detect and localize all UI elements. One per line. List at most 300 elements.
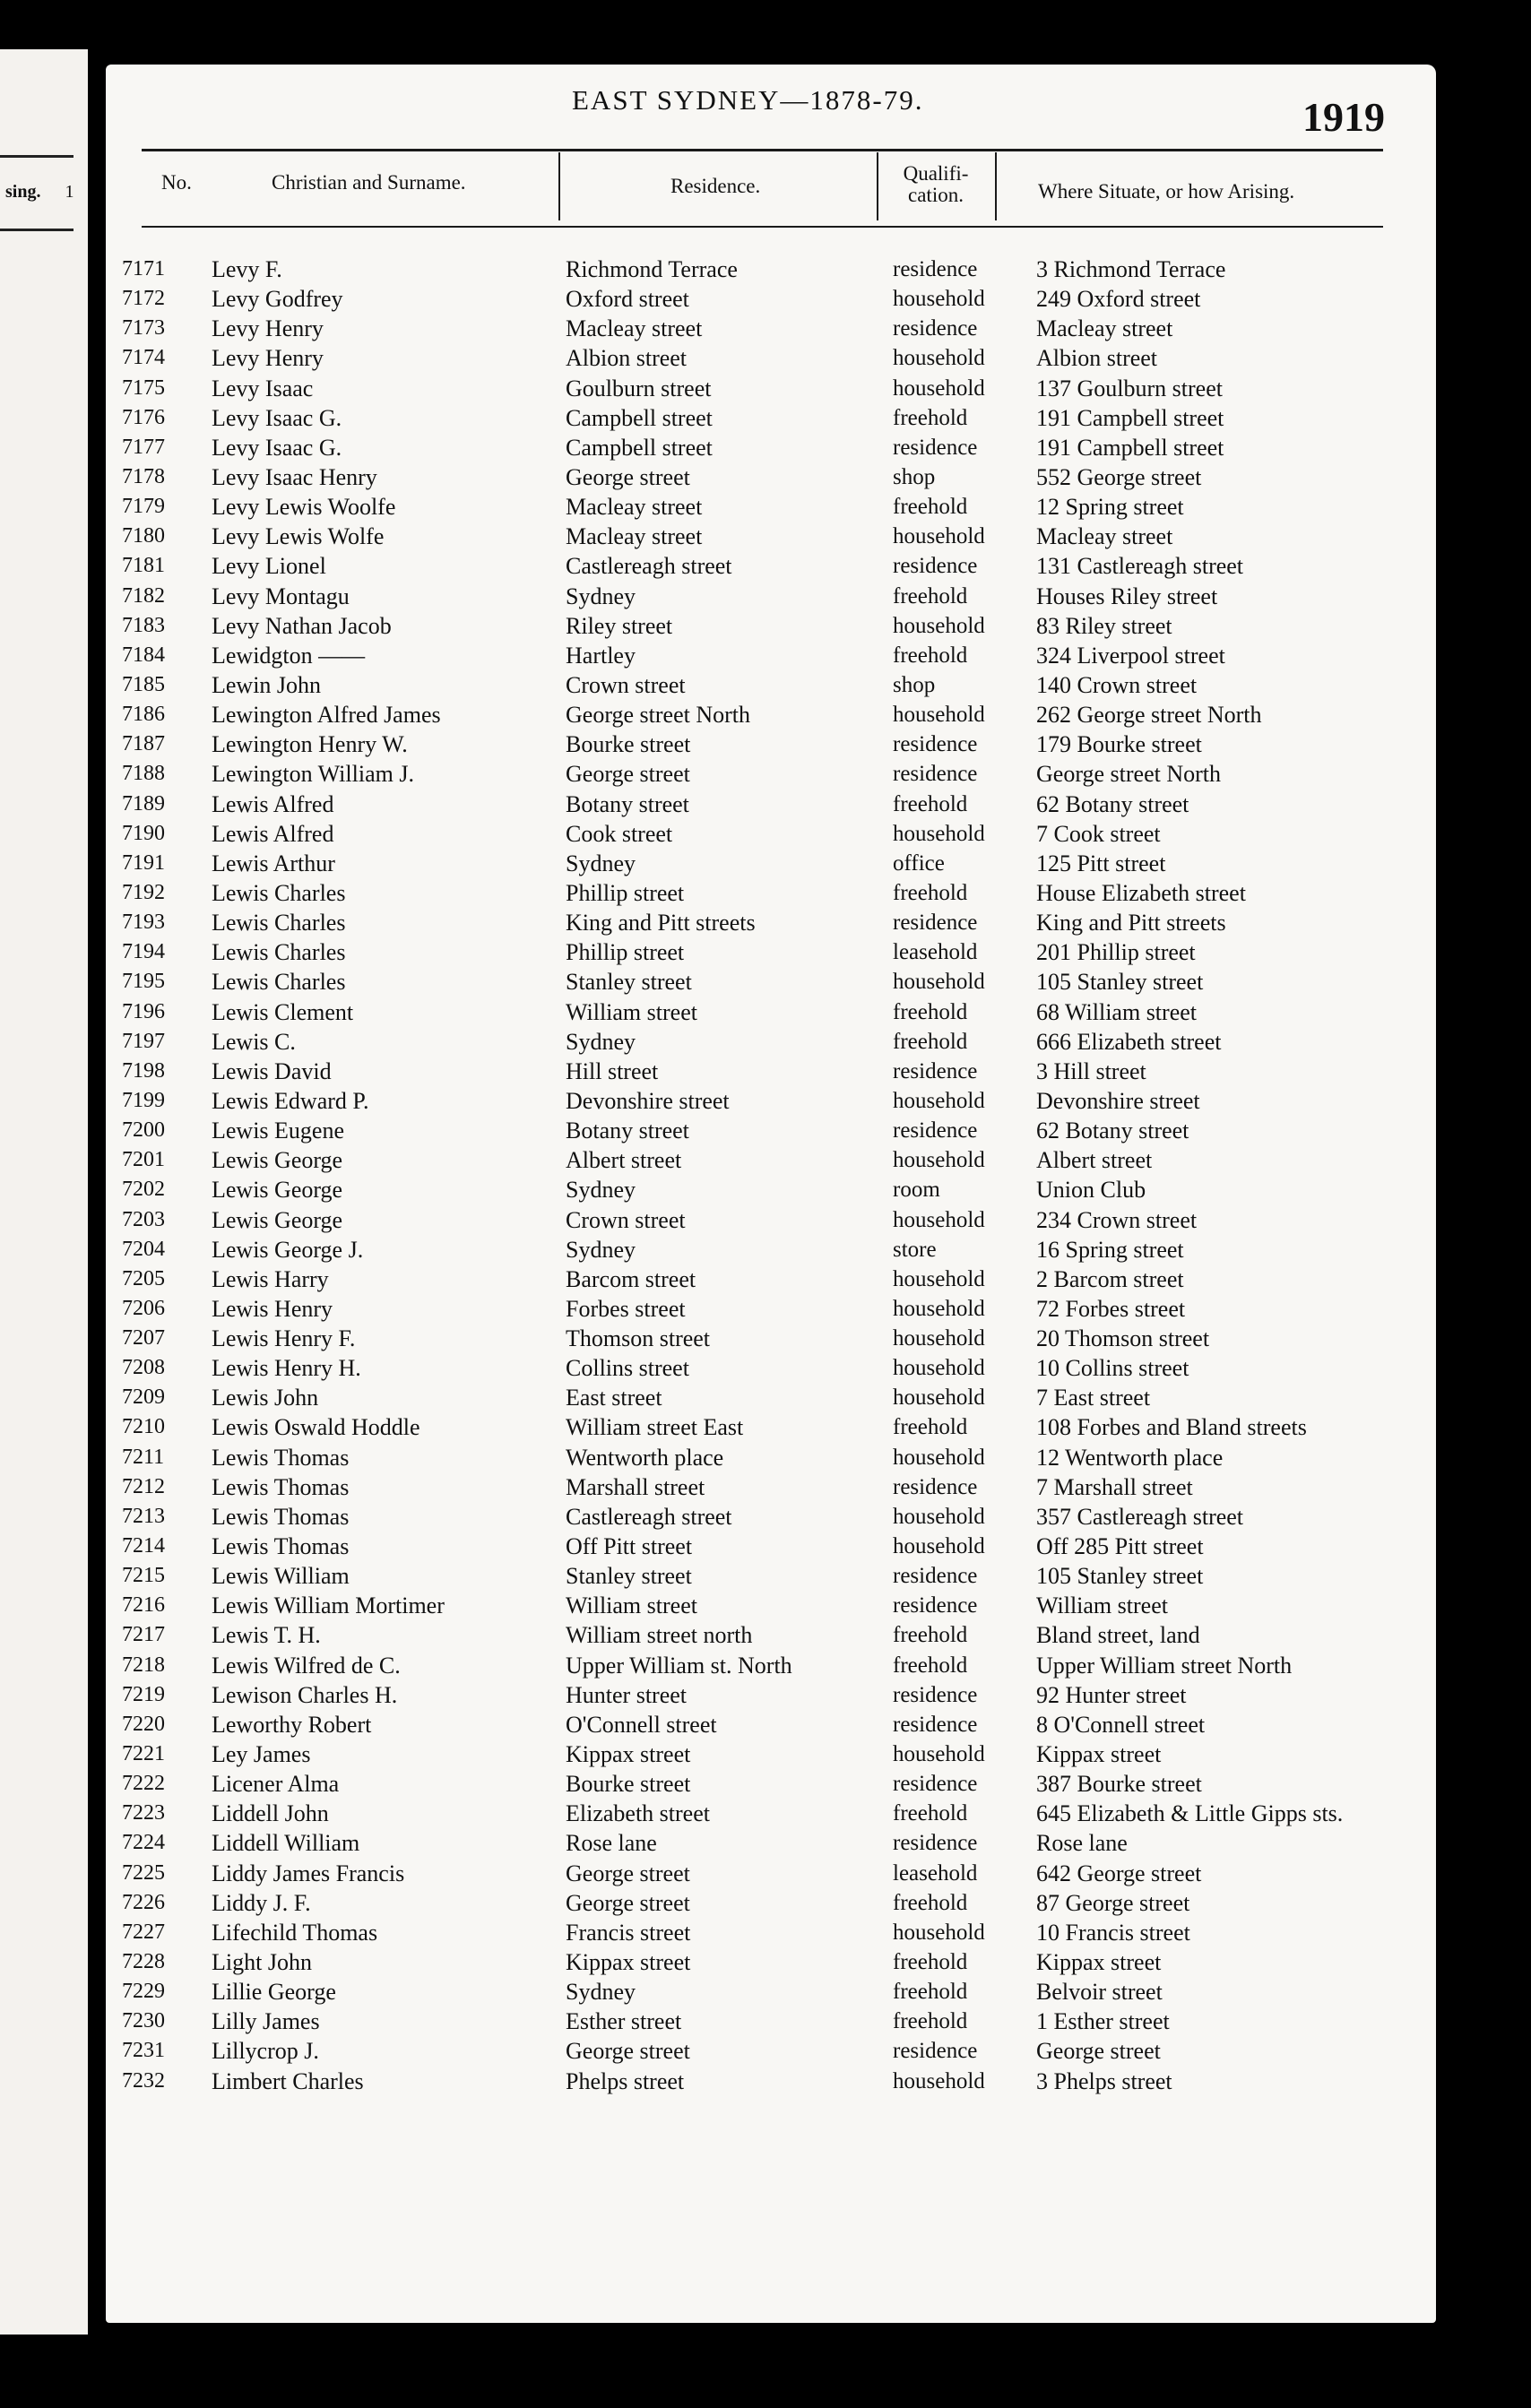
residence: Kippax street <box>566 1949 691 1976</box>
qualification: household <box>893 1385 985 1411</box>
where-situate: 262 George street North <box>1036 702 1262 729</box>
table-row <box>122 1324 1413 1353</box>
elector-name: Ley James <box>212 1741 311 1768</box>
residence: George street <box>566 463 690 490</box>
table-row <box>122 374 1413 403</box>
residence: Sydney <box>566 1979 636 2006</box>
row-number: 7179 <box>122 495 165 519</box>
table-row <box>122 343 1413 373</box>
row-number: 7214 <box>122 1534 165 1558</box>
left-page-rule-top <box>0 155 74 158</box>
elector-name: Lewis Charles <box>212 969 346 996</box>
qualification: household <box>893 1504 985 1529</box>
header-rule-bottom <box>142 226 1383 228</box>
table-row <box>122 522 1413 551</box>
where-situate: Off 285 Pitt street <box>1036 1533 1204 1560</box>
elector-name: Lewis George <box>212 1206 343 1233</box>
qualification: freehold <box>893 1890 968 1915</box>
table-row <box>122 1739 1413 1769</box>
row-number: 7204 <box>122 1237 165 1261</box>
row-number: 7198 <box>122 1058 165 1083</box>
row-number: 7191 <box>122 850 165 875</box>
table-row <box>122 1057 1413 1086</box>
where-situate: 552 George street <box>1036 463 1202 490</box>
row-number: 7218 <box>122 1653 165 1677</box>
table-row <box>122 1175 1413 1204</box>
row-number: 7190 <box>122 821 165 845</box>
column-header-where: Where Situate, or how Arising. <box>1038 180 1295 203</box>
elector-name: Lewis Oswald Hoddle <box>212 1414 420 1441</box>
qualification: residence <box>893 1058 978 1083</box>
residence: Rose lane <box>566 1830 657 1857</box>
where-situate: 234 Crown street <box>1036 1206 1198 1233</box>
residence: Crown street <box>566 671 686 698</box>
residence: Richmond Terrace <box>566 256 738 282</box>
row-number: 7173 <box>122 316 165 341</box>
where-situate: 10 Francis street <box>1036 1919 1190 1946</box>
qualification: household <box>893 970 985 995</box>
elector-name: Lewison Charles H. <box>212 1681 398 1708</box>
residence: George street <box>566 2038 690 2065</box>
qualification: freehold <box>893 791 968 816</box>
elector-name: Liddell William <box>212 1830 360 1857</box>
row-number: 7188 <box>122 762 165 786</box>
residence: Sydney <box>566 1236 636 1263</box>
table-row <box>122 1235 1413 1264</box>
where-situate: 3 Richmond Terrace <box>1036 256 1226 282</box>
residence: Hunter street <box>566 1681 688 1708</box>
row-number: 7197 <box>122 1029 165 1053</box>
elector-name: Lewis William <box>212 1563 350 1590</box>
elector-name: Levy Isaac <box>212 375 314 401</box>
qualification: residence <box>893 762 978 787</box>
qualification: household <box>893 1148 985 1173</box>
table-row <box>122 551 1413 581</box>
residence: Botany street <box>566 790 689 817</box>
where-situate: Union Club <box>1036 1177 1146 1204</box>
where-situate: William street <box>1036 1592 1168 1619</box>
where-situate: 324 Liverpool street <box>1036 642 1225 669</box>
elector-name: Liddy J. F. <box>212 1889 311 1916</box>
where-situate: 68 William street <box>1036 998 1197 1025</box>
where-situate: 10 Collins street <box>1036 1355 1189 1382</box>
residence: Stanley street <box>566 969 692 996</box>
table-row <box>122 790 1413 819</box>
elector-name: Lewis Alfred <box>212 790 334 817</box>
table-row <box>122 314 1413 343</box>
residence: Cook street <box>566 820 673 847</box>
row-number: 7219 <box>122 1682 165 1706</box>
elector-name: Levy Nathan Jacob <box>212 612 392 639</box>
left-page-fragment-digit: 1 <box>65 182 74 202</box>
table-row <box>122 700 1413 729</box>
where-situate: 16 Spring street <box>1036 1236 1184 1263</box>
qualification: household <box>893 703 985 728</box>
row-number: 7207 <box>122 1326 165 1351</box>
table-row <box>122 967 1413 997</box>
elector-name: Lilly James <box>212 2008 320 2035</box>
row-number: 7192 <box>122 880 165 904</box>
row-number: 7227 <box>122 1920 165 1944</box>
table-row <box>122 403 1413 433</box>
where-situate: 666 Elizabeth street <box>1036 1028 1222 1055</box>
where-situate: Devonshire street <box>1036 1087 1200 1114</box>
table-row <box>122 1680 1413 1710</box>
residence: Sydney <box>566 850 636 876</box>
column-header-residence: Residence. <box>670 175 761 197</box>
elector-name: Leworthy Robert <box>212 1711 372 1738</box>
qualification: shop <box>893 464 936 489</box>
row-number: 7180 <box>122 524 165 548</box>
qualification: household <box>893 1296 985 1321</box>
table-row <box>122 1443 1413 1472</box>
row-number: 7223 <box>122 1801 165 1825</box>
qualification: residence <box>893 554 978 579</box>
row-number: 7200 <box>122 1118 165 1143</box>
where-situate: Houses Riley street <box>1036 583 1218 609</box>
where-situate: 92 Hunter street <box>1036 1681 1187 1708</box>
table-row <box>122 1353 1413 1383</box>
where-situate: 249 Oxford street <box>1036 286 1201 313</box>
elector-name: Liddy James Francis <box>212 1860 405 1886</box>
page-title: EAST SYDNEY—1878-79. <box>572 84 924 116</box>
elector-name: Lewis Alfred <box>212 820 334 847</box>
table-row <box>122 1918 1413 1947</box>
residence: Botany street <box>566 1118 689 1144</box>
header-rule-top <box>142 149 1383 151</box>
table-row <box>122 1591 1413 1620</box>
row-number: 7209 <box>122 1385 165 1410</box>
table-row <box>122 819 1413 849</box>
qualification: freehold <box>893 1950 968 1975</box>
residence: Albert street <box>566 1147 682 1174</box>
table-row <box>122 670 1413 700</box>
where-situate: 87 George street <box>1036 1889 1190 1916</box>
table-row <box>122 1799 1413 1828</box>
elector-name: Lewis Thomas <box>212 1444 350 1471</box>
row-number: 7205 <box>122 1266 165 1290</box>
qualification: household <box>893 1207 985 1232</box>
where-situate: Rose lane <box>1036 1830 1128 1857</box>
qualification: residence <box>893 1831 978 1856</box>
qualification: store <box>893 1237 937 1262</box>
where-situate: House Elizabeth street <box>1036 879 1246 906</box>
where-situate: 137 Goulburn street <box>1036 375 1223 401</box>
table-row <box>122 1769 1413 1799</box>
qualification: household <box>893 1088 985 1113</box>
qualification: freehold <box>893 1653 968 1678</box>
register-page <box>106 65 1436 2323</box>
residence: Sydney <box>566 1028 636 1055</box>
where-situate: 125 Pitt street <box>1036 850 1166 876</box>
table-row <box>122 849 1413 878</box>
qualification: residence <box>893 257 978 281</box>
elector-name: Lewis Henry <box>212 1295 333 1322</box>
elector-name: Levy Montagu <box>212 583 350 609</box>
residence: Bourke street <box>566 731 691 758</box>
where-situate: 20 Thomson street <box>1036 1325 1210 1352</box>
elector-name: Lewis Charles <box>212 910 346 936</box>
where-situate: 105 Stanley street <box>1036 1563 1204 1590</box>
residence: O'Connell street <box>566 1711 717 1738</box>
row-number: 7202 <box>122 1178 165 1202</box>
qualification: household <box>893 1920 985 1945</box>
residence: Barcom street <box>566 1265 696 1292</box>
residence: Thomson street <box>566 1325 711 1352</box>
row-number: 7220 <box>122 1712 165 1736</box>
row-number: 7194 <box>122 940 165 964</box>
residence: Upper William st. North <box>566 1652 792 1679</box>
qualification: household <box>893 287 985 312</box>
where-situate: 7 East street <box>1036 1385 1151 1411</box>
row-number: 7176 <box>122 405 165 429</box>
residence: Collins street <box>566 1355 689 1382</box>
table-row <box>122 878 1413 908</box>
table-row <box>122 1116 1413 1145</box>
table-row <box>122 641 1413 670</box>
qualification: freehold <box>893 1029 968 1054</box>
elector-name: Lewis George <box>212 1147 343 1174</box>
table-row <box>122 1294 1413 1324</box>
row-number: 7187 <box>122 732 165 756</box>
table-row <box>122 1620 1413 1650</box>
row-number: 7181 <box>122 554 165 578</box>
where-situate: 12 Spring street <box>1036 494 1184 521</box>
table-row <box>122 1383 1413 1412</box>
table-row <box>122 1412 1413 1442</box>
row-number: 7193 <box>122 911 165 935</box>
elector-name: Lewis Eugene <box>212 1118 345 1144</box>
elector-name: Lifechild Thomas <box>212 1919 378 1946</box>
elector-name: Lewington Alfred James <box>212 702 441 729</box>
elector-name: Lewis Wilfred de C. <box>212 1652 401 1679</box>
where-situate: 2 Barcom street <box>1036 1265 1184 1292</box>
qualification: household <box>893 1445 985 1470</box>
left-page-fragment <box>0 49 88 2335</box>
register-table <box>122 255 1413 2096</box>
elector-name: Licener Alma <box>212 1771 340 1798</box>
qualification: household <box>893 1742 985 1767</box>
qualification: household <box>893 1326 985 1351</box>
row-number: 7222 <box>122 1772 165 1796</box>
elector-name: Lillycrop J. <box>212 2038 319 2065</box>
row-number: 7174 <box>122 346 165 370</box>
qualification: household <box>893 821 985 846</box>
row-number: 7178 <box>122 464 165 488</box>
qualification: freehold <box>893 2009 968 2034</box>
left-page-fragment-text: sing. <box>5 182 41 202</box>
residence: Phelps street <box>566 2067 685 2094</box>
where-situate: Albert street <box>1036 1147 1153 1174</box>
qualification: household <box>893 2068 985 2093</box>
residence: Bourke street <box>566 1771 691 1798</box>
row-number: 7186 <box>122 703 165 727</box>
residence: William street <box>566 1592 697 1619</box>
elector-name: Lewis Arthur <box>212 850 335 876</box>
header-divider-1 <box>558 152 560 220</box>
table-row <box>122 1947 1413 1977</box>
row-number: 7226 <box>122 1890 165 1914</box>
residence: Hill street <box>566 1057 659 1084</box>
residence: Devonshire street <box>566 1087 730 1114</box>
elector-name: Lewis Edward P. <box>212 1087 369 1114</box>
qualification: residence <box>893 1118 978 1144</box>
residence: Sydney <box>566 583 636 609</box>
row-number: 7171 <box>122 257 165 281</box>
elector-name: Light John <box>212 1949 312 1976</box>
elector-name: Lewis Clement <box>212 998 354 1025</box>
row-number: 7229 <box>122 1980 165 2004</box>
table-row <box>122 1027 1413 1057</box>
elector-name: Levy Godfrey <box>212 286 343 313</box>
where-situate: 8 O'Connell street <box>1036 1711 1206 1738</box>
residence: Forbes street <box>566 1295 686 1322</box>
residence: Goulburn street <box>566 375 712 401</box>
row-number: 7184 <box>122 643 165 667</box>
elector-name: Lewis Thomas <box>212 1533 350 1560</box>
table-row <box>122 1561 1413 1591</box>
qualification: office <box>893 850 945 876</box>
table-row <box>122 1710 1413 1739</box>
qualification: residence <box>893 911 978 936</box>
residence: Sydney <box>566 1177 636 1204</box>
row-number: 7224 <box>122 1831 165 1855</box>
residence: Francis street <box>566 1919 691 1946</box>
where-situate: Kippax street <box>1036 1741 1162 1768</box>
elector-name: Lewis William Mortimer <box>212 1592 445 1619</box>
header-divider-2 <box>877 152 878 220</box>
table-row <box>122 729 1413 759</box>
table-row <box>122 937 1413 967</box>
qualification: leasehold <box>893 940 978 965</box>
residence: Castlereagh street <box>566 553 732 580</box>
elector-name: Lewis Harry <box>212 1265 329 1292</box>
row-number: 7212 <box>122 1474 165 1498</box>
where-situate: 191 Campbell street <box>1036 404 1224 431</box>
qualification: freehold <box>893 880 968 905</box>
qualification: household <box>893 1266 985 1291</box>
where-situate: George street <box>1036 2038 1161 2065</box>
qualification: residence <box>893 316 978 341</box>
elector-name: Lewis George <box>212 1177 343 1204</box>
qualification: freehold <box>893 999 968 1024</box>
elector-name: Levy Henry <box>212 345 324 372</box>
where-situate: 3 Hill street <box>1036 1057 1146 1084</box>
elector-name: Lewis Henry H. <box>212 1355 361 1382</box>
where-situate: 108 Forbes and Bland streets <box>1036 1414 1307 1441</box>
residence: Oxford street <box>566 286 689 313</box>
header-divider-3 <box>995 152 997 220</box>
qualification: leasehold <box>893 1860 978 1886</box>
where-situate: 357 Castlereagh street <box>1036 1503 1244 1530</box>
elector-name: Levy Lionel <box>212 553 326 580</box>
table-row <box>122 1472 1413 1502</box>
row-number: 7217 <box>122 1623 165 1647</box>
row-number: 7221 <box>122 1742 165 1766</box>
table-row <box>122 462 1413 492</box>
qualification: residence <box>893 2039 978 2064</box>
where-situate: George street North <box>1036 761 1222 788</box>
elector-name: Liddell John <box>212 1800 329 1827</box>
qualification: household <box>893 346 985 371</box>
residence: Wentworth place <box>566 1444 724 1471</box>
where-situate: 62 Botany street <box>1036 1118 1189 1144</box>
table-row <box>122 997 1413 1027</box>
qualification: household <box>893 524 985 549</box>
residence: Marshall street <box>566 1473 705 1500</box>
where-situate: 72 Forbes street <box>1036 1295 1186 1322</box>
where-situate: 105 Stanley street <box>1036 969 1204 996</box>
where-situate: 179 Bourke street <box>1036 731 1202 758</box>
table-row <box>122 284 1413 314</box>
table-row <box>122 1888 1413 1918</box>
where-situate: 387 Bourke street <box>1036 1771 1202 1798</box>
elector-name: Levy Henry <box>212 315 324 342</box>
residence: Albion street <box>566 345 688 372</box>
residence: Castlereagh street <box>566 1503 732 1530</box>
elector-name: Lewidgton —— <box>212 642 366 669</box>
qualification: freehold <box>893 643 968 668</box>
table-row <box>122 1502 1413 1532</box>
table-row <box>122 1145 1413 1175</box>
row-number: 7215 <box>122 1564 165 1588</box>
where-situate: 7 Cook street <box>1036 820 1161 847</box>
elector-name: Lewis Charles <box>212 879 346 906</box>
where-situate: King and Pitt streets <box>1036 910 1226 936</box>
table-row <box>122 1086 1413 1116</box>
elector-name: Lewis Thomas <box>212 1503 350 1530</box>
residence: Off Pitt street <box>566 1533 693 1560</box>
qualification: residence <box>893 1564 978 1589</box>
qualification: shop <box>893 672 936 697</box>
row-number: 7206 <box>122 1296 165 1320</box>
qualification: freehold <box>893 583 968 608</box>
elector-name: Lewis T. H. <box>212 1622 321 1649</box>
elector-name: Levy Isaac G. <box>212 404 342 431</box>
residence: George street <box>566 761 690 788</box>
where-situate: 7 Marshall street <box>1036 1473 1193 1500</box>
qualification: household <box>893 1356 985 1381</box>
elector-name: Lewis Thomas <box>212 1473 350 1500</box>
row-number: 7183 <box>122 613 165 637</box>
qualification: room <box>893 1178 940 1203</box>
residence: William street East <box>566 1414 744 1441</box>
qualification: freehold <box>893 1801 968 1826</box>
residence: Riley street <box>566 612 673 639</box>
elector-name: Limbert Charles <box>212 2067 364 2094</box>
residence: Hartley <box>566 642 636 669</box>
row-number: 7199 <box>122 1088 165 1112</box>
table-row <box>122 908 1413 937</box>
page-number: 1919 <box>1302 94 1385 140</box>
row-number: 7189 <box>122 791 165 816</box>
qualification: freehold <box>893 1980 968 2005</box>
where-situate: Kippax street <box>1036 1949 1162 1976</box>
where-situate: Macleay street <box>1036 523 1173 550</box>
table-row <box>122 433 1413 462</box>
where-situate: Bland street, land <box>1036 1622 1200 1649</box>
qualification: freehold <box>893 495 968 520</box>
column-header-name: Christian and Surname. <box>272 171 466 194</box>
where-situate: Macleay street <box>1036 315 1173 342</box>
table-row <box>122 2067 1413 2096</box>
left-page-rule-bottom <box>0 229 74 231</box>
residence: Stanley street <box>566 1563 692 1590</box>
elector-name: Lewington William J. <box>212 761 414 788</box>
qualification: household <box>893 613 985 638</box>
row-number: 7177 <box>122 435 165 459</box>
qualification: residence <box>893 1593 978 1618</box>
